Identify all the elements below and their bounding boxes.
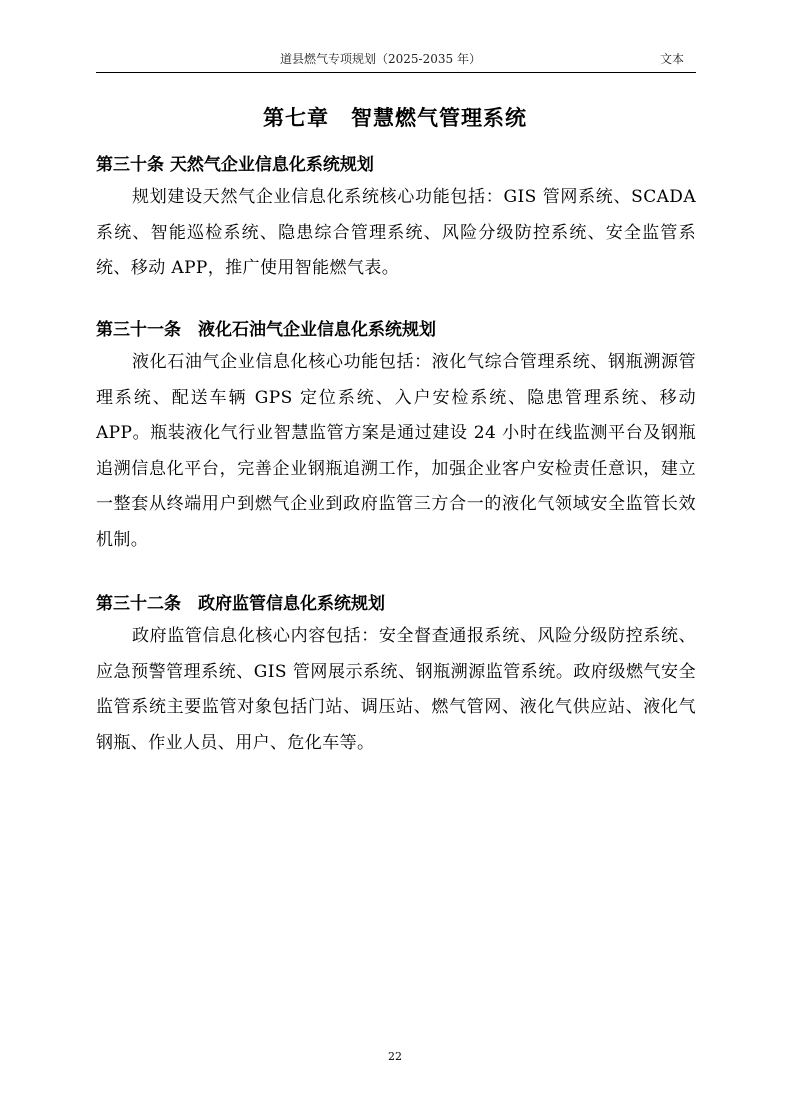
article-31-body: 液化石油气企业信息化核心功能包括：液化气综合管理系统、钢瓶溯源管理系统、配送车辆 GPS 定位系统、入户安检系统、隐患管理系统、移动 APP。瓶装液化气行业智慧监管方案是通过建设 24 小时在线监测平台及钢瓶追溯信息化平台，完善企业钢瓶追溯工作，加强企业客户安检责任意识，建立一整套从终端用户到燃气企业到政府监管三方合一的液化气领域安全监管长效机制。 bbox=[96, 352, 696, 550]
article-31-title: 第三十一条 液化石油气企业信息化系统规划 bbox=[96, 320, 436, 340]
article-32-body: 政府监管信息化核心内容包括：安全督查通报系统、风险分级防控系统、应急预警管理系统、GIS 管网展示系统、钢瓶溯源监管系统。政府级燃气安全监管系统主要监管对象包括门站、调压站、燃气管网、液化气供应站、液化气钢瓶、作业人员、用户、危化车等。 bbox=[96, 626, 696, 753]
article-30-title: 第三十条 天然气企业信息化系统规划 bbox=[96, 155, 374, 175]
article-30-body: 规划建设天然气企业信息化系统核心功能包括：GIS 管网系统、SCADA 系统、智能巡检系统、隐患综合管理系统、风险分级防控系统、安全监管系统、移动 APP，推广使用智能燃气表。 bbox=[96, 187, 696, 278]
article-32-title: 第三十二条 政府监管信息化系统规划 bbox=[96, 594, 385, 614]
header-section-label: 文本 bbox=[659, 52, 684, 66]
page-header bbox=[96, 38, 696, 73]
chapter-title: 第七章 智慧燃气管理系统 bbox=[263, 105, 527, 130]
page-number: 22 bbox=[388, 1050, 402, 1063]
header-title: 道县燃气专项规划（2025-2035 年） bbox=[280, 52, 481, 66]
